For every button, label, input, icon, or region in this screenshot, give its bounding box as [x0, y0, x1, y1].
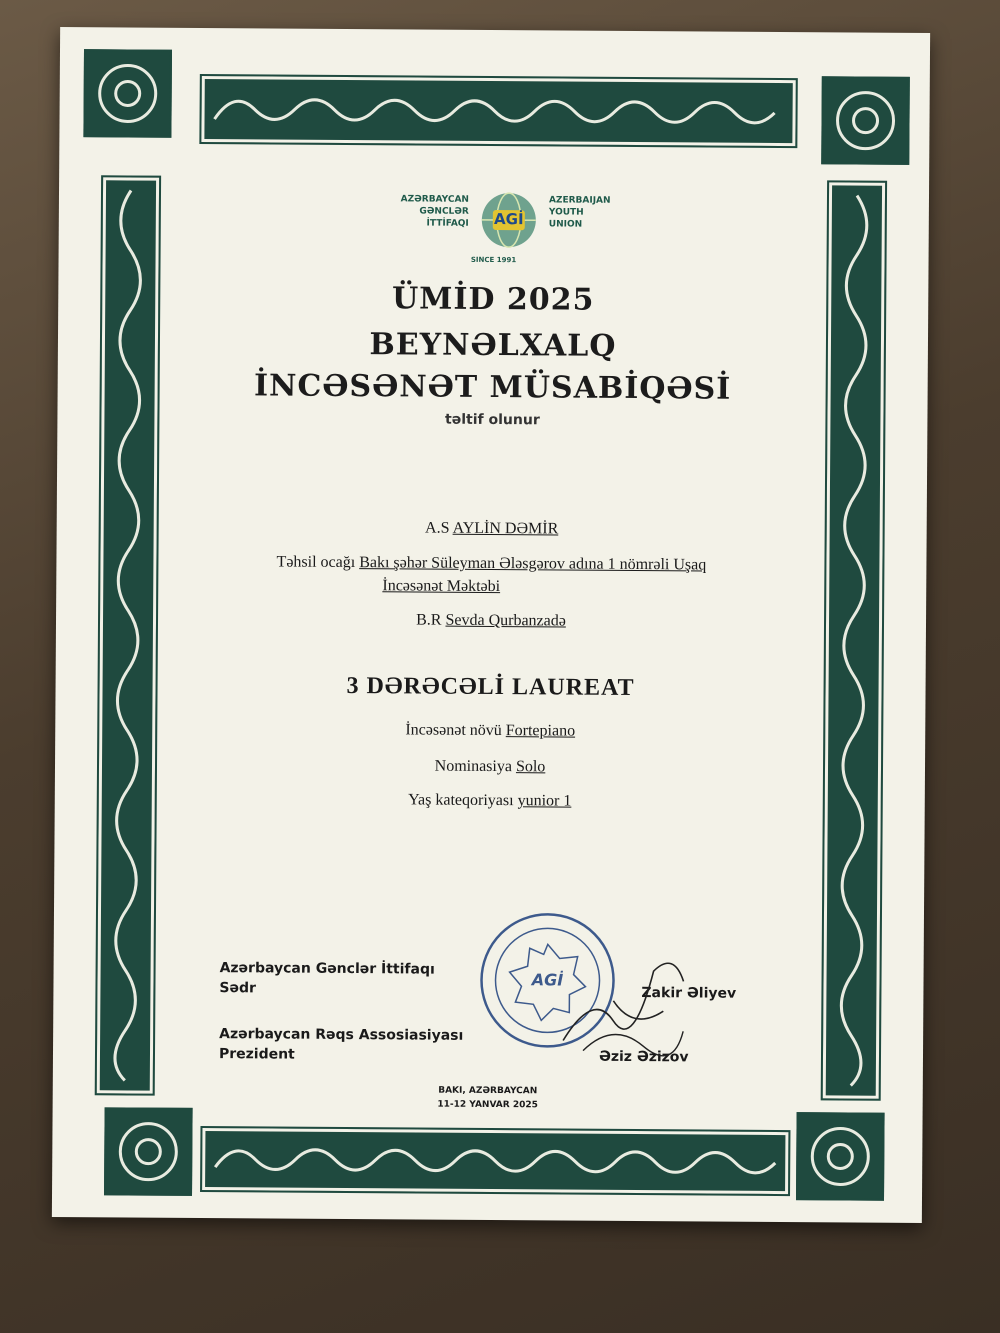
art-value: Fortepiano [505, 722, 576, 740]
school-line-1 [56, 552, 926, 576]
age-value: yunior 1 [517, 792, 572, 810]
heading-line-2: BEYNƏLXALQ [369, 327, 617, 364]
school-value-1: Bakı şəhər Süleyman Ələsgərov adına 1 nömrəli Uşaq [359, 554, 707, 574]
logo-left-text: AZƏRBAYCAN GƏNCLƏR İTTİFAQI [400, 194, 470, 229]
signature-person-2: Əziz Əzizov [598, 1048, 689, 1066]
teacher-value: Sevda Qurbanzadə [445, 611, 566, 630]
recipient-name-line [57, 517, 927, 541]
nomination-label: Nominasiya [434, 757, 513, 776]
art-type-line [55, 719, 925, 743]
corner-ornament-bottom-right [796, 1112, 885, 1201]
signature-person-1: Zakir Əliyev [641, 985, 737, 1002]
logo-globe-icon [479, 190, 539, 250]
certificate [52, 27, 930, 1223]
name-value: AYLİN DƏMİR [452, 519, 559, 538]
teacher-line [56, 609, 926, 633]
right-ornament-border [823, 182, 885, 1098]
school-value-2: İncəsənət Məktəbi [382, 577, 501, 596]
corner-ornament-bottom-left [104, 1107, 193, 1196]
teacher-label: B.R [416, 611, 442, 629]
logo-right-text: AZERBAIJAN YOUTH UNION [548, 195, 611, 230]
left-ornament-border [97, 177, 159, 1093]
logo-mark: AGİ [494, 210, 524, 229]
heading-line-3: İNCƏSƏNƏT MÜSABİQƏSİ [253, 368, 732, 407]
stamp-mark: AGİ [531, 970, 564, 990]
top-ornament-border [201, 76, 795, 146]
award-title: 3 DƏRƏCƏLİ LAUREAT [346, 672, 635, 702]
heading-subtitle: təltif olunur [445, 411, 540, 429]
signature-org-2: Azərbaycan Rəqs Assosiasiyası Prezident [218, 1026, 464, 1063]
corner-ornament-top-right [821, 76, 910, 165]
name-label: A.S [425, 519, 450, 537]
signature-org-1: Azərbaycan Gənclər İttifaqı Sədr [219, 960, 435, 997]
heading-line-1: ÜMİD 2025 [391, 281, 595, 318]
art-label: İncəsənət növü [405, 721, 502, 740]
footer-place: BAKI, AZƏRBAYCAN [438, 1085, 538, 1097]
nomination-line [55, 755, 925, 779]
nomination-value: Solo [515, 758, 546, 776]
bottom-ornament-border [202, 1128, 788, 1194]
age-line [55, 789, 925, 813]
logo-since: SINCE 1991 [470, 255, 517, 265]
school-label: Təhsil ocağı [276, 553, 356, 572]
footer-date: 11-12 YANVAR 2025 [437, 1099, 538, 1111]
handwritten-signature [553, 930, 694, 1061]
age-label: Yaş kateqoriyası [408, 791, 514, 810]
corner-ornament-top-left [83, 49, 172, 138]
